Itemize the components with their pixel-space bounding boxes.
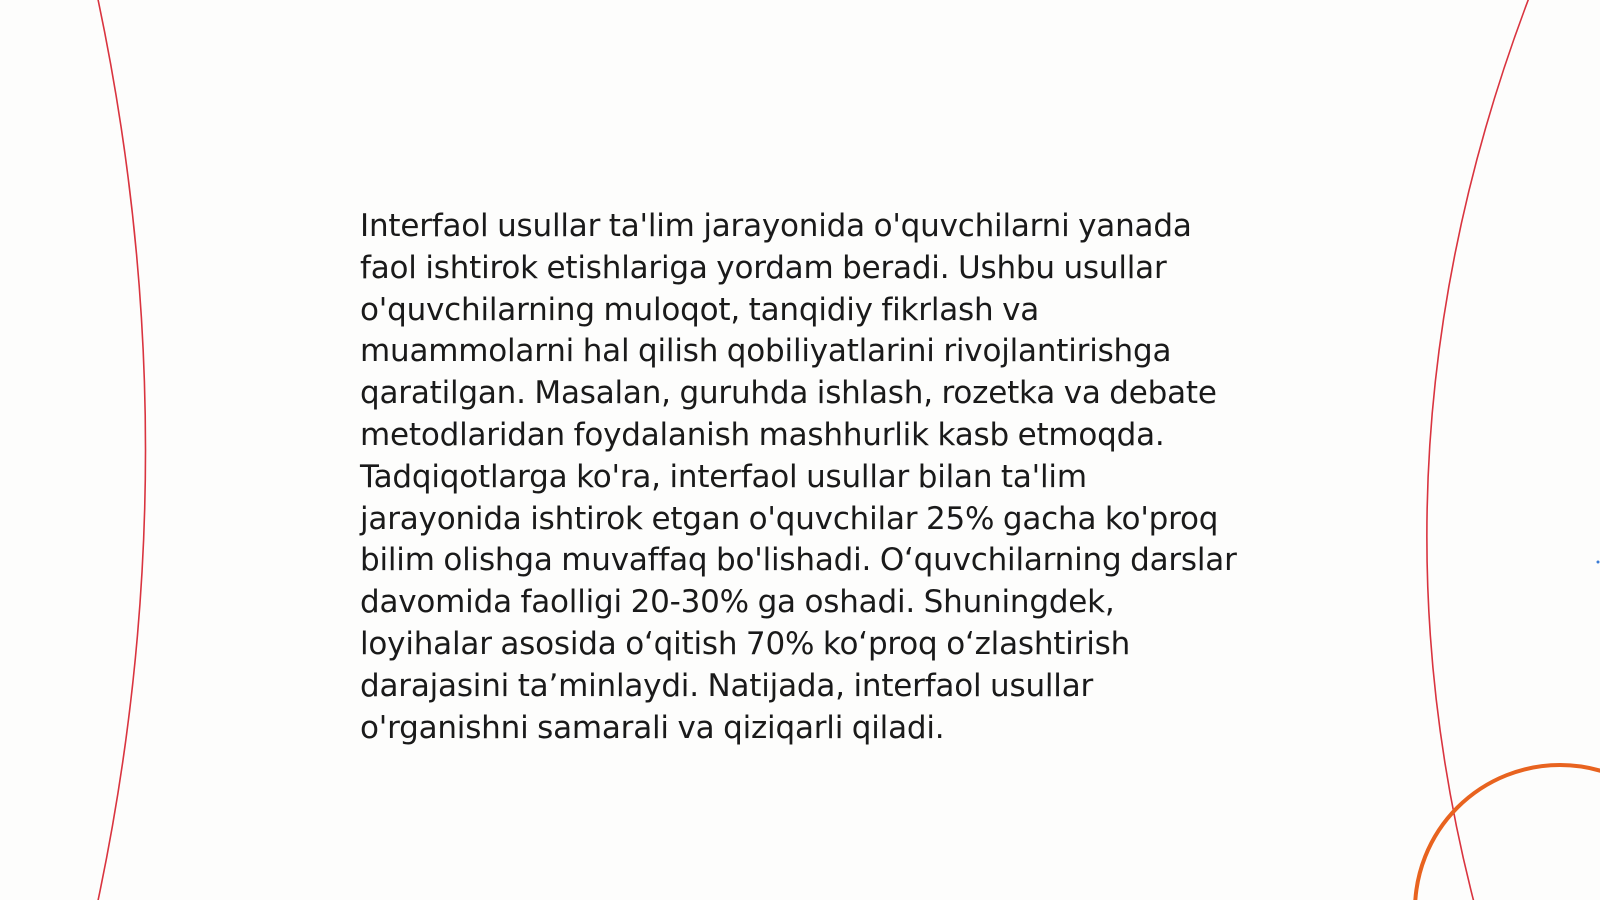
body-paragraph: Interfaol usullar ta'lim jarayonida o'quvchilarni yanada faol ishtirok etishlariga yordam beradi. Ushbu usullar o'quvchilarning muloqot, tanqidiy fikrlash va muammolarni hal qilish qobiliyatlarini rivojlantirishga qaratilgan. Masalan, guruhda ishlash, rozetka va debate metodlaridan foydalanish mashhurlik kasb etmoqda. Tadqiqotlarga ko'ra, interfaol usullar bilan ta'lim jarayonida ishtirok etgan o'quvchilar 25% gacha ko'proq bilim olishga muvaffaq bo'lishadi. O‘quvchilarning darslar davomida faolligi 20-30% ga oshadi. Shuningdek, loyihalar asosida o‘qitish 70% ko‘proq o‘zlashtirish darajasini ta’minlaydi. Natijada, interfaol usullar o'rganishni samarali va qiziqarli qiladi. bbox=[360, 208, 1237, 746]
small-dot bbox=[1597, 561, 1600, 564]
left-curve-line bbox=[96, 0, 146, 900]
orange-accent-circle bbox=[1415, 765, 1600, 900]
right-curve-line bbox=[1427, 0, 1532, 900]
